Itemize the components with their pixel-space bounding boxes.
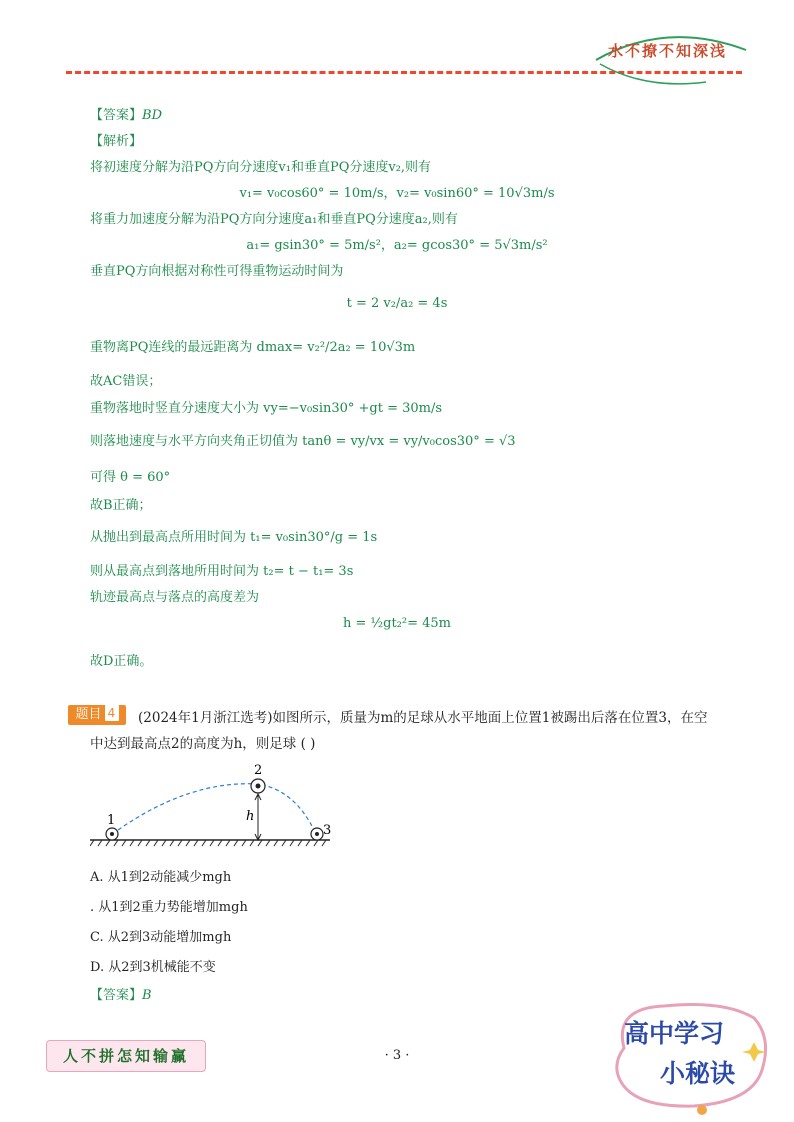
answer-1-value: BD (142, 108, 162, 123)
analysis-line-1: 将初速度分解为沿PQ方向分速度v₁和垂直PQ分速度v₂,则有 (90, 160, 432, 175)
analysis-line-3: 将重力加速度分解为沿PQ方向分速度a₁和垂直PQ分速度a₂,则有 (90, 212, 458, 227)
figure-label-1: 1 (107, 813, 116, 828)
analysis-line-12: 故B正确； (90, 498, 152, 513)
badge-line-1: 高中学习 (624, 1019, 725, 1048)
answer-2-label: 【答案】 (90, 988, 143, 1003)
figure-label-h: h (246, 809, 255, 824)
header-logo-text: 水不撩不知深浅 (608, 42, 728, 60)
question-text-line-1: (2024年1月浙江选考)如图所示，质量为m的足球从水平地面上位置1被踢出后落在位置3，在空 (138, 710, 708, 726)
analysis-line-15: 轨迹最高点与落点的高度差为 (90, 590, 260, 605)
analysis-line-10: 则落地速度与水平方向夹角正切值为 tanθ = vy/vx = vy/v₀cos30° = √3 (90, 434, 516, 449)
answer-1-label: 【答案】 (90, 108, 143, 123)
analysis-line-17: 故D正确。 (90, 654, 153, 669)
question-label-text: 题目 (75, 707, 102, 722)
question-text-line-2: 中达到最高点2的高度为h，则足球 ( ) (90, 736, 316, 752)
analysis-line-4: a₁= gsin30° = 5m/s²，a₂= gcos30° = 5√3m/s² (246, 238, 548, 253)
analysis-label: 【解析】 (90, 134, 143, 149)
analysis-line-16: h = ½gt₂²= 45m (343, 616, 451, 631)
analysis-line-6: t = 2 v₂/a₂ = 4s (346, 296, 448, 311)
figure-label-3: 3 (323, 823, 332, 838)
page-number: · 3 · (384, 1048, 410, 1063)
analysis-line-8: 故AC错误； (90, 374, 162, 389)
study-tips-badge (604, 998, 774, 1116)
analysis-line-14: 则从最高点到落地所用时间为 t₂= t − t₁= 3s (90, 564, 354, 579)
answer-2 (90, 984, 152, 1003)
analysis-line-9: 重物落地时竖直分速度大小为 vy=−v₀sin30° +gt = 30m/s (90, 401, 443, 416)
analysis-line-7: 重物离PQ连线的最远距离为 dmax= v₂²/2a₂ = 10√3m (90, 340, 416, 355)
analysis-line-5: 垂直PQ方向根据对称性可得重物运动时间为 (90, 264, 344, 279)
footer-motto: 人不拼怎知输赢 (46, 1040, 206, 1072)
analysis-line-11: 可得 θ = 60° (90, 470, 171, 485)
question-number: 4 (105, 705, 119, 721)
option-a: A. 从1到2动能减少mgh (90, 870, 232, 885)
analysis-line-2: v₁= v₀cos60° = 10m/s，v₂= v₀sin60° = 10√3m/s (239, 186, 555, 201)
analysis-line-13: 从抛出到最高点所用时间为 t₁= v₀sin30°/g = 1s (90, 530, 378, 545)
badge-line-2: 小秘诀 (660, 1059, 736, 1088)
football-trajectory-figure (90, 760, 340, 855)
question-label (68, 705, 126, 725)
option-c: C. 从2到3动能增加mgh (90, 930, 232, 945)
option-d: D. 从2到3机械能不变 (90, 960, 216, 975)
option-b: . 从1到2重力势能增加mgh (90, 900, 248, 915)
answer-2-value: B (142, 988, 152, 1003)
answer-1 (90, 104, 162, 123)
figure-label-2: 2 (254, 763, 263, 778)
flower-icon (697, 1105, 707, 1115)
